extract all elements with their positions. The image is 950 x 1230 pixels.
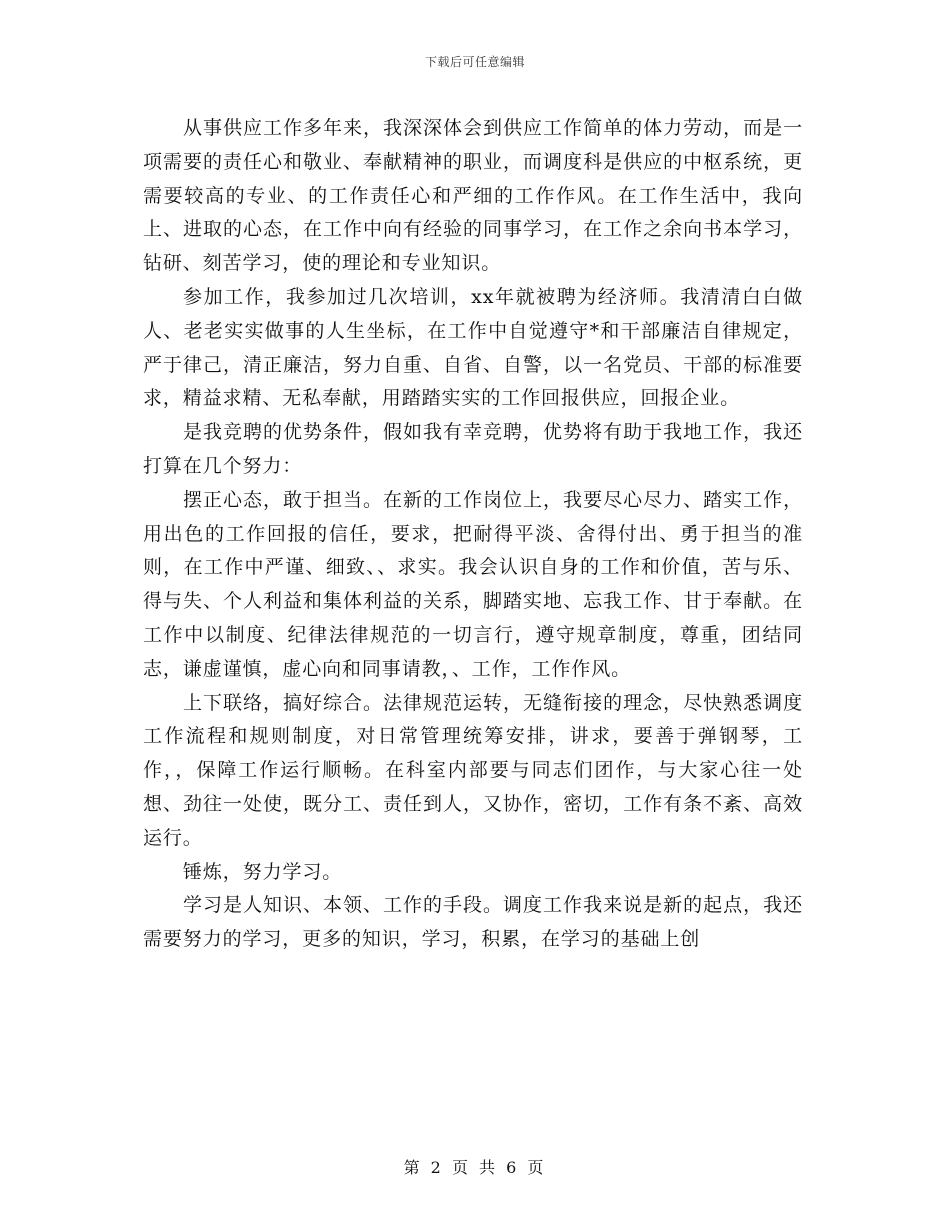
paragraph: 摆正心态，敢于担当。在新的工作岗位上，我要尽心尽力、踏实工作，用出色的工作回报的信任，要求，把耐得平淡、舍得付出、勇于担当的准则，在工作中严谨、细致、、求实。我会认识自身的工作和价值，苦与乐、得与失、个人利益和集体利益的关系，脚踏实地、忘我工作、甘于奉献。在工作中以制度、纪律法律规范的一切言行，遵守规章制度，尊重，团结同志，谦虚谨慎，虚心向和同事请教，、工作，工作作风。 <box>143 488 803 680</box>
paragraph: 参加工作，我参加过几次培训，xx年就被聘为经济师。我清清白白做人、老老实实做事的人生坐标，在工作中自觉遵守*和干部廉洁自律规定，严于律己，清正廉洁，努力自重、自省、自警，以一名党员、干部的标准要求，精益求精、无私奉献，用踏踏实实的工作回报供应，回报企业。 <box>143 285 803 410</box>
document-body <box>143 112 803 957</box>
paragraph: 锤炼，努力学习。 <box>183 860 343 883</box>
paragraph: 学习是人知识、本领、工作的手段。调度工作我来说是新的起点，我还需要努力的学习，更多的知识，学习，积累，在学习的基础上创 <box>143 894 803 951</box>
paragraph: 从事供应工作多年来，我深深体会到供应工作简单的体力劳动，而是一项需要的责任心和敬业、奉献精神的职业，而调度科是供应的中枢系统，更需要较高的专业、的工作责任心和严细的工作作风。在工作生活中，我向上、进取的心态，在工作中向有经验的同事学习，在工作之余向书本学习，钻研、刻苦学习，使的理论和专业知识。 <box>143 117 803 275</box>
page-header: 下载后可任意编辑 <box>424 55 525 69</box>
paragraph: 是我竞聘的优势条件，假如我有幸竞聘，优势将有助于我地工作，我还打算在几个努力： <box>143 421 803 477</box>
paragraph: 上下联络，搞好综合。法律规范运转，无缝衔接的理念，尽快熟悉调度工作流程和规则制度，对日常管理统筹安排，讲求，要善于弹钢琴，工作，，保障工作运行顺畅。在科室内部要与同志们团作，与大家心往一处想、劲往一处使，既分工、责任到人，又协作，密切，工作有条不紊、高效运行。 <box>143 691 803 849</box>
page-number: 第 2 页 共 6 页 <box>403 1158 547 1177</box>
